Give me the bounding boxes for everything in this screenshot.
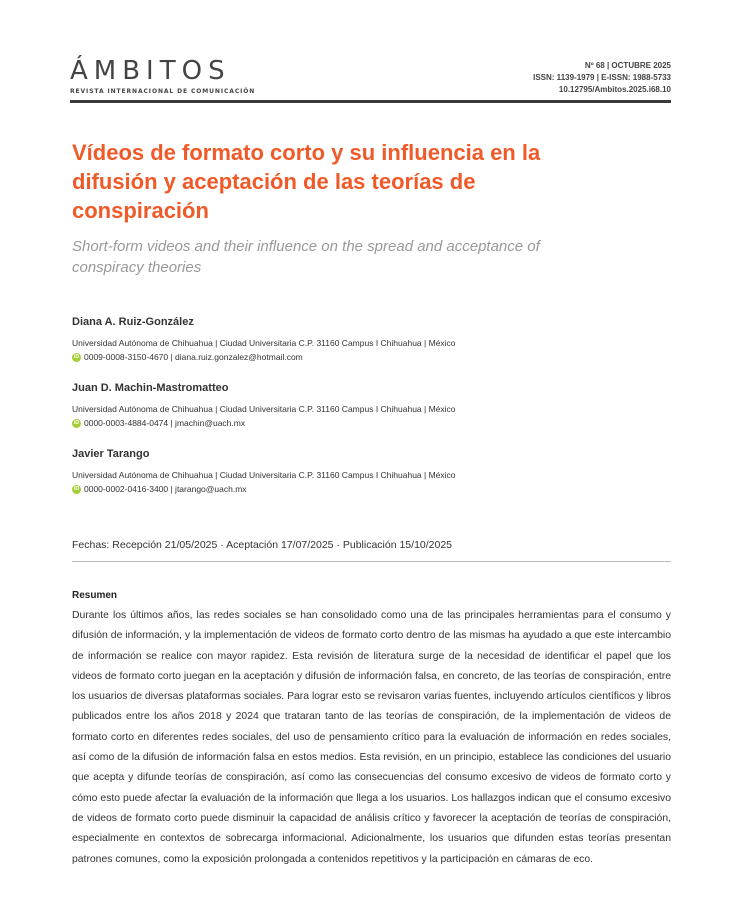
author-contact-text[interactable]: 0009-0008-3150-4670 | diana.ruiz.gonzalez@hotmail.com xyxy=(84,352,303,362)
author-name: Javier Tarango xyxy=(72,448,150,460)
article-subtitle: Short-form videos and their influence on the spread and acceptance of conspiracy theories xyxy=(72,238,540,276)
author-block xyxy=(72,447,672,496)
journal-name: ÁMBITOS xyxy=(70,56,231,86)
abstract-heading: Resumen xyxy=(72,590,118,601)
header-divider xyxy=(70,100,671,103)
publication-dates: Fechas: Recepción 21/05/2025 · Aceptación 17/07/2025 · Publicación 15/10/2025 xyxy=(72,539,453,551)
author-affiliation: Universidad Autónoma de Chihuahua | Ciudad Universitaria C.P. 31160 Campus I Chihuahua | México xyxy=(72,470,456,480)
author-contact-text[interactable]: 0000-0002-0416-3400 | jtarango@uach.mx xyxy=(84,484,247,494)
author-block xyxy=(72,315,672,364)
author-contact-text[interactable]: 0000-0003-4884-0474 | jmachin@uach.mx xyxy=(84,418,246,428)
article-title: Vídeos de formato corto y su influencia en la difusión y aceptación de las teorías de conspiración xyxy=(72,140,541,223)
author-block xyxy=(72,381,672,430)
abstract-text: Durante los últimos años, las redes sociales se han consolidado como una de las principales herramientas para el consumo y difusión de información, y la implementación de videos de formato corto dentro de las mismas ha ayudado a que este intercambio de información se realice con mayor rapidez. Esta revisión de literatura surge de la necesidad de identificar el papel que los videos de formato corto juegan en la aceptación y difusión de información falsa, en concreto, de las teorías de conspiración, entre los usuarios de diversas plataformas sociales. Para lograr esto se revisaron varias fuentes, incluyendo artículos científicos y libros publicados entre los años 2018 y 2024 que trataran tanto de las teorías de conspiración, de la implementación de videos de formato corto en diferentes redes sociales, del uso de pensamiento crítico para la evaluación de información en redes sociales, así como de la difusión de información falsa en estos medios. Esta revisión, en un principio, establece las condiciones del usuario que acepta y difunde teorías de conspiración, así como las consecuencias del consumo excesivo de videos de formato corto y cómo esto puede afectar la evaluación de la información que llega a los usuarios. Los hallazgos indican que el consumo excesivo de videos de formato corto puede disminuir la capacidad de análisis crítico y favorecer la aceptación de teorías de conspiración, especialmente en contextos de sobrecarga informacional. Adicionalmente, los usuarios que difunden estas teorías presentan patrones comunes, como la exposición prolongada a contenidos repetitivos y la participación en cámaras de eco. xyxy=(72,610,671,865)
issue-info xyxy=(533,60,671,96)
journal-logo xyxy=(70,56,255,95)
author-name: Juan D. Machin-Mastromatteo xyxy=(72,382,229,394)
author-affiliation: Universidad Autónoma de Chihuahua | Ciudad Universitaria C.P. 31160 Campus I Chihuahua | México xyxy=(72,404,456,414)
author-contact xyxy=(72,416,672,430)
author-name: Diana A. Ruiz-González xyxy=(72,316,194,328)
issue-number: Nº 68 | OCTUBRE 2025 xyxy=(584,61,671,70)
author-contact xyxy=(72,350,672,364)
orcid-icon[interactable]: iD xyxy=(74,485,79,492)
doi-line[interactable]: 10.12795/Ambitos.2025.i68.10 xyxy=(558,85,671,94)
orcid-icon[interactable]: iD xyxy=(74,353,79,360)
journal-subtitle: REVISTA INTERNACIONAL DE COMUNICACIÓN xyxy=(70,88,256,95)
dates-divider xyxy=(72,561,671,562)
issn-line: ISSN: 1139-1979 | E-ISSN: 1988-5733 xyxy=(533,73,671,82)
author-contact xyxy=(72,482,672,496)
author-affiliation: Universidad Autónoma de Chihuahua | Ciudad Universitaria C.P. 31160 Campus I Chihuahua | México xyxy=(72,338,456,348)
orcid-icon[interactable]: iD xyxy=(74,419,79,426)
